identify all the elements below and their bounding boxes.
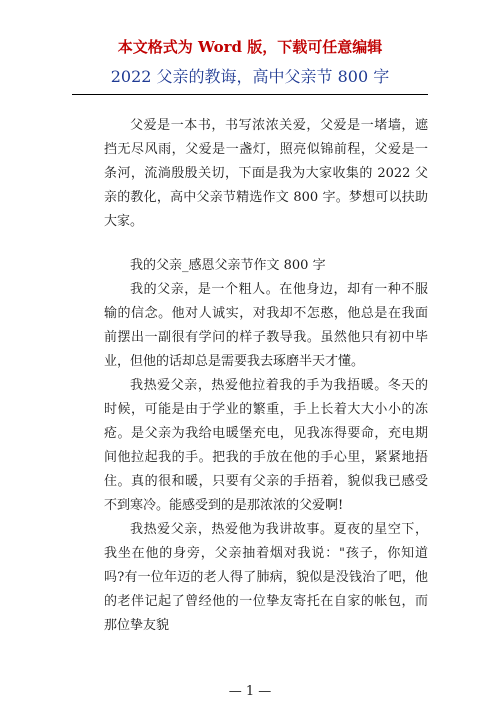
body-paragraph: 我的父亲，是一个粗人。在他身边，却有一种不服输的信念。他对人诚实，对我却不怎憨，他总是在我面前摆出一副很有学问的样子教导我。虽然他只有初中毕业，但他的话却总是需要我去琢磨半天才懂。 [104, 282, 428, 369]
intro-paragraph: 父爱是一本书，书写浓浓关爱，父爱是一堵墙，遮挡无尽风雨，父爱是一盏灯，照亮似锦前程，父爱是一条河，流淌殷殷关切，下面是我为大家收集的 2022 父亲的教化，高中父亲节精选作文 800 字。梦想可以扶助大家。 [104, 118, 428, 229]
document-title: 2022 父亲的教诲，高中父亲节 800 字 [110, 67, 390, 86]
page-number: — 1 — [228, 684, 272, 699]
body-paragraph: 我热爱父亲，热爱他为我讲故事。夏夜的星空下，我坐在他的身旁，父亲抽着烟对我说："孩子，你知道吗?有一位年迈的老人得了肺病，貌似是没钱治了吧，他的老伴记起了曾经他的一位挚友寄托在自家的帐包，而那位挚友貌 [104, 522, 428, 633]
format-banner: 本文格式为 Word 版，下载可任意编辑 [117, 38, 383, 56]
body-paragraph: 我热爱父亲，热爱他拉着我的手为我捂暖。冬天的时候，可能是由于学业的繁重，手上长着大大小小的冻疮。是父亲为我给电暖堡充电，见我冻得要命，充电期间他拉起我的手。把我的手放在他的手心里，紧紧地捂住。真的很和暖，只要有父亲的手捂着，貌似我已感受不到寒冷。能感受到的是那浓浓的父爱啊! [104, 378, 428, 513]
document-body [104, 114, 428, 638]
section-heading: 我的父亲_感恩父亲节作文 800 字 [130, 258, 326, 273]
title-divider [72, 94, 428, 95]
paragraph-spacer [104, 234, 428, 254]
